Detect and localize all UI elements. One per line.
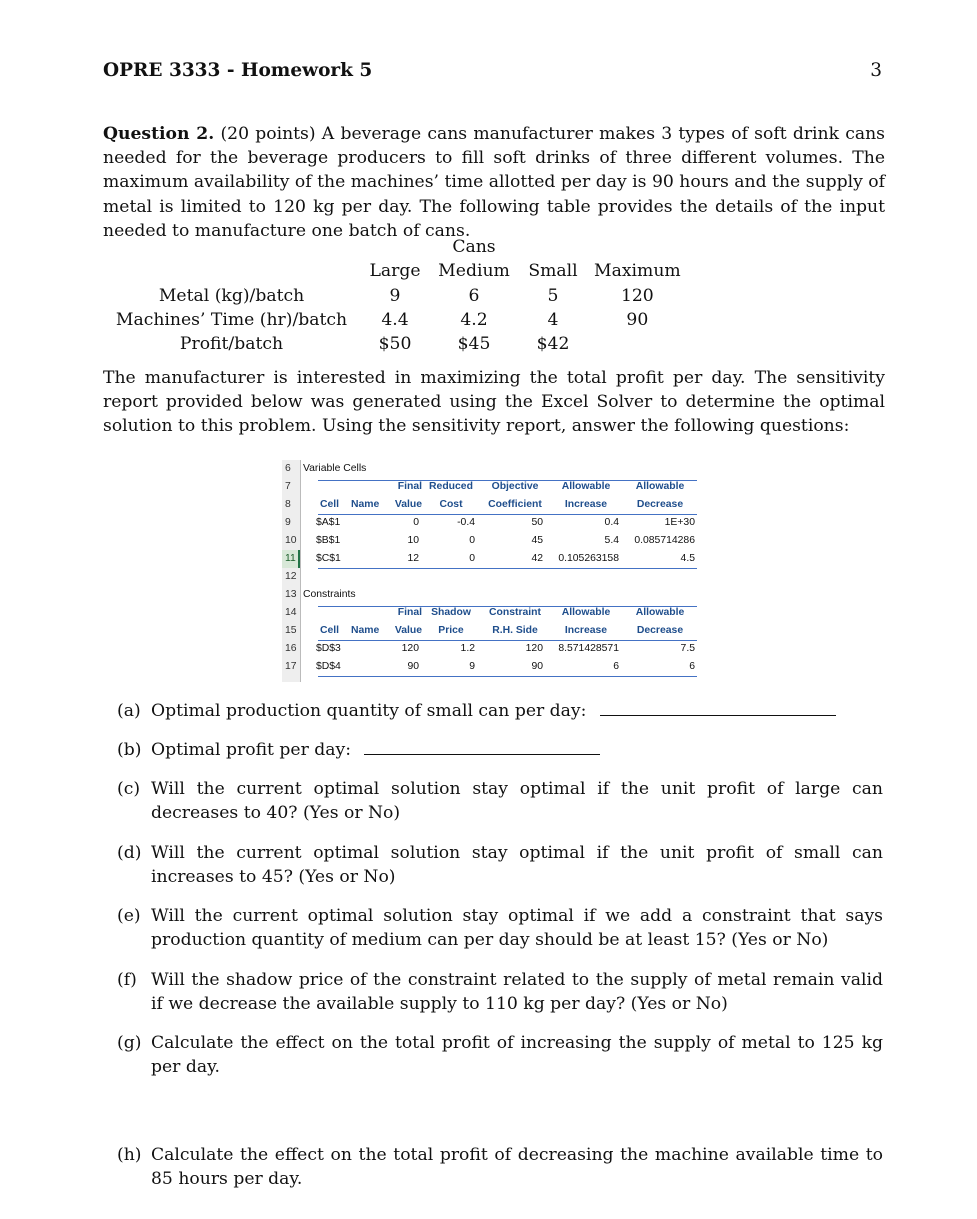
col-header: Allowable (635, 481, 685, 492)
allowable-decrease: 4.5 (680, 553, 695, 564)
subquestion-label: (f) (117, 970, 137, 990)
col-header: R.H. Side (492, 625, 538, 636)
table-cell: 4.4 (381, 310, 409, 331)
table-row (103, 308, 687, 332)
subquestion-c (117, 777, 883, 825)
row-number: 8 (285, 499, 291, 510)
row-number: 13 (285, 589, 297, 600)
question-intro-text: (20 points) A beverage cans manufacturer makes 3 types of soft drink cans needed for the beverage producers to fill soft drinks of three different volumes. The maximum availability of the machines’ time allotted per day is 90 hours and the supply of metal is limited to 120 kg per day. The following table provides the details of the input needed to manufacture one batch of cans. (103, 124, 886, 241)
row-number-selected: 11 (282, 550, 300, 568)
subquestion-text: Will the shadow price of the constraint related to the supply of metal remain valid if we decrease the available supply to 110 kg per day? (Yes or No) (151, 970, 883, 1015)
question-intro (103, 122, 885, 243)
subquestion-h (117, 1143, 883, 1191)
cans-table (103, 235, 687, 356)
table-cell: $42 (536, 334, 570, 355)
reduced-cost: 0 (469, 535, 475, 546)
subquestion-d (117, 841, 883, 889)
subquestion-f (117, 968, 883, 1016)
allowable-decrease: 1E+30 (664, 517, 695, 528)
cell-ref: $D$3 (316, 643, 341, 654)
table-bottom-rule (318, 568, 697, 569)
shadow-price: 9 (469, 661, 475, 672)
subquestion-text: Will the current optimal solution stay optimal if we add a constraint that says production quantity of medium can per day should be at least 15? (Yes or No) (151, 906, 883, 951)
col-header: Value (394, 625, 422, 636)
sheet-row (301, 460, 697, 478)
final-value: 120 (401, 643, 419, 654)
sheet-row (301, 604, 697, 622)
table-row (103, 284, 687, 308)
objective-coefficient: 42 (531, 553, 543, 564)
subquestion-text: Calculate the effect on the total profit of decreasing the machine available time to 85 hours per day. (151, 1145, 883, 1190)
subquestion-label: (e) (117, 906, 141, 926)
sensitivity-report (282, 460, 697, 682)
objective-coefficient: 50 (531, 517, 543, 528)
question-label: Question 2. (103, 124, 215, 144)
table-cell (588, 332, 687, 356)
subquestion-b (117, 738, 883, 762)
row-number: 16 (285, 643, 297, 654)
col-header: Constraint (489, 607, 541, 618)
col-header: Final (397, 607, 422, 618)
col-header: Shadow (431, 607, 471, 618)
table-row (103, 332, 687, 356)
col-header: Cost (439, 499, 463, 510)
col-header: Decrease (636, 499, 684, 510)
subquestion-label: (g) (117, 1033, 142, 1053)
cans-group-header: Cans (452, 237, 496, 258)
table-cell: 4 (547, 310, 559, 331)
row-label: Machines’ Time (hr)/batch (115, 310, 348, 331)
sheet-row (301, 622, 697, 640)
table-cell: $50 (378, 334, 412, 355)
subquestion-text: Optimal production quantity of small can per day: (151, 701, 587, 721)
col-header: Large (369, 261, 421, 282)
row-label: Metal (kg)/batch (158, 285, 305, 306)
col-header: Objective (491, 481, 539, 492)
table-row (301, 658, 697, 676)
col-header: Allowable (561, 607, 611, 618)
row-number: 12 (285, 571, 297, 582)
subquestion-text: Optimal profit per day: (151, 740, 352, 760)
table-row (301, 550, 697, 568)
row-number: 9 (285, 517, 291, 528)
col-header: Cell (320, 625, 340, 636)
reduced-cost: -0.4 (457, 517, 475, 528)
table-cell: $45 (457, 334, 491, 355)
row-label: Profit/batch (179, 334, 284, 355)
cell-ref: $B$1 (316, 535, 341, 546)
allowable-decrease: 0.085714286 (634, 535, 695, 546)
col-header: Allowable (561, 481, 611, 492)
col-header: Coefficient (488, 499, 542, 510)
answer-blank[interactable] (600, 701, 836, 716)
col-header: Name (351, 499, 380, 510)
answer-blank[interactable] (364, 740, 600, 755)
row-number: 17 (285, 661, 297, 672)
table-cell: 4.2 (460, 310, 488, 331)
row-number: 15 (285, 625, 297, 636)
reduced-cost: 0 (469, 553, 475, 564)
objective-coefficient: 45 (531, 535, 543, 546)
variable-cells-title: Variable Cells (303, 463, 367, 474)
subquestion-text: Will the current optimal solution stay optimal if the unit profit of small can increases to 45? (Yes or No) (151, 843, 883, 888)
row-number: 14 (285, 607, 297, 618)
col-header: Name (351, 625, 380, 636)
subquestion-label: (b) (117, 740, 142, 760)
subquestion-label: (d) (117, 843, 142, 863)
allowable-decrease: 6 (689, 661, 695, 672)
subquestion-a (117, 699, 883, 723)
constraint-rhs: 120 (525, 643, 543, 654)
question-instructions: The manufacturer is interested in maximizing the total profit per day. The sensitivity report provided below was generated using the Excel Solver to determine the optimal solution to this problem. Using the sensitivity report, answer the following questions: (103, 368, 885, 437)
col-header: Small (528, 261, 578, 282)
allowable-decrease: 7.5 (680, 643, 695, 654)
table-cell: 9 (389, 285, 401, 306)
constraints-title: Constraints (303, 589, 356, 600)
col-header: Price (438, 625, 464, 636)
sheet-row (301, 478, 697, 496)
col-header: Increase (564, 625, 608, 636)
cell-ref: $A$1 (316, 517, 341, 528)
cell-ref: $D$4 (316, 661, 341, 672)
row-number: 7 (285, 481, 291, 492)
row-number: 6 (285, 463, 291, 474)
subquestion-text: Will the current optimal solution stay optimal if the unit profit of large can decreases to 40? (Yes or No) (151, 779, 883, 824)
final-value: 12 (407, 553, 419, 564)
page-number: 3 (870, 60, 882, 81)
col-header: Final (397, 481, 422, 492)
subquestion-g (117, 1031, 883, 1079)
allowable-increase: 6 (613, 661, 619, 672)
final-value: 90 (407, 661, 419, 672)
subquestion-text: Calculate the effect on the total profit of increasing the supply of metal to 125 kg per day. (151, 1033, 883, 1078)
sheet-row (301, 586, 697, 604)
allowable-increase: 5.4 (604, 535, 619, 546)
allowable-increase: 0.105263158 (558, 553, 619, 564)
allowable-increase: 8.571428571 (558, 643, 619, 654)
table-row (301, 514, 697, 532)
subquestion-e (117, 904, 883, 952)
table-cell: 5 (547, 285, 559, 306)
final-value: 0 (413, 517, 419, 528)
col-header: Decrease (636, 625, 684, 636)
subquestion-label: (a) (117, 701, 141, 721)
table-cell: 120 (620, 285, 654, 306)
table-row (301, 640, 697, 658)
col-header: Maximum (594, 261, 681, 282)
page-header-title: OPRE 3333 - Homework 5 (103, 60, 373, 81)
table-cell: 6 (468, 285, 480, 306)
subquestion-label: (h) (117, 1145, 142, 1165)
final-value: 10 (407, 535, 419, 546)
row-number: 10 (285, 535, 297, 546)
col-header: Cell (320, 499, 340, 510)
col-header: Increase (564, 499, 608, 510)
allowable-increase: 0.4 (604, 517, 619, 528)
table-row (301, 532, 697, 550)
col-header: Allowable (635, 607, 685, 618)
subquestion-label: (c) (117, 779, 141, 799)
col-header: Value (394, 499, 422, 510)
table-bottom-rule (318, 676, 697, 677)
sheet-row (301, 496, 697, 514)
col-header: Reduced (429, 481, 473, 492)
shadow-price: 1.2 (460, 643, 475, 654)
col-header: Medium (438, 261, 510, 282)
table-cell: 90 (626, 310, 649, 331)
cell-ref: $C$1 (316, 553, 341, 564)
constraint-rhs: 90 (531, 661, 543, 672)
